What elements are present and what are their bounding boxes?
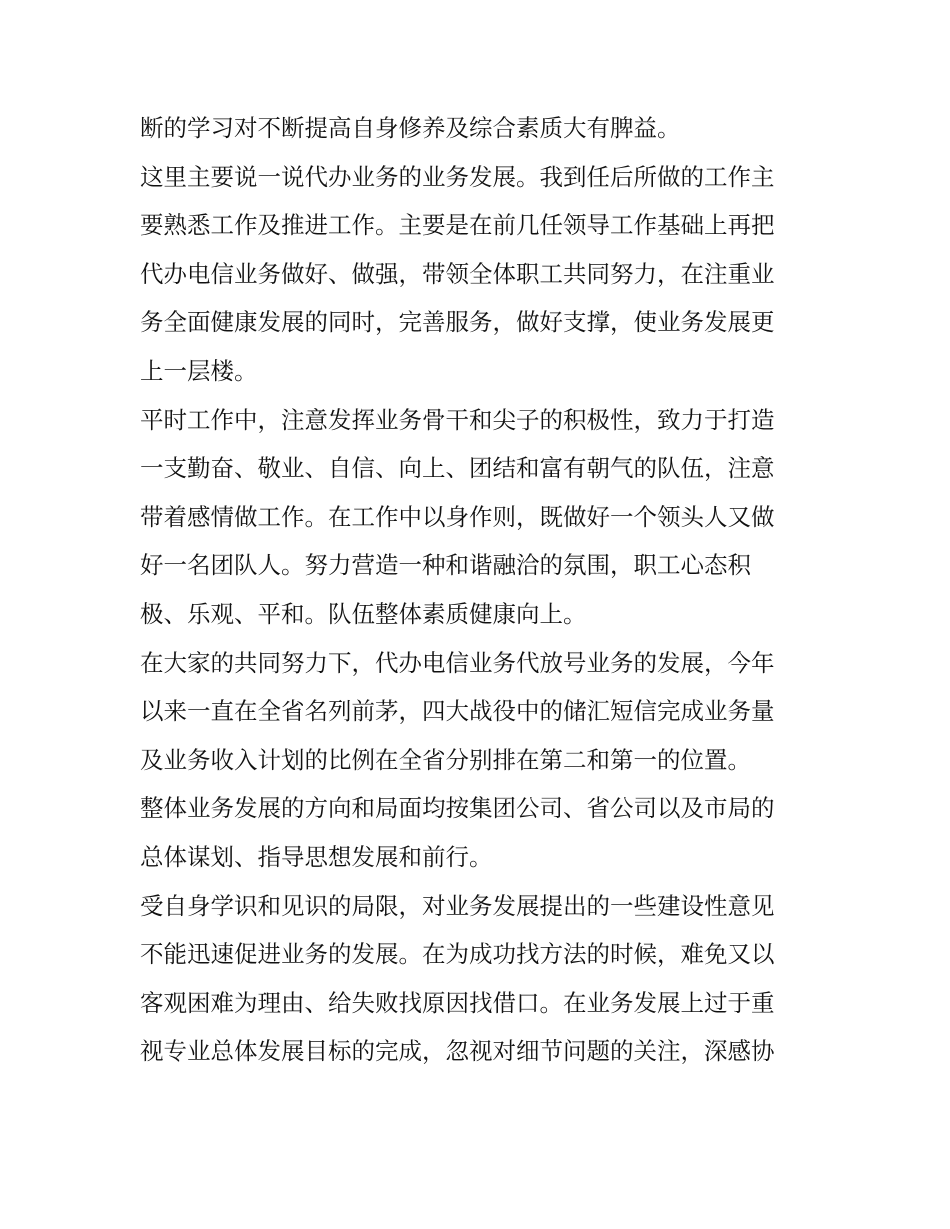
text-line: 受自身学识和见识的局限，对业务发展提出的一些建设性意见	[140, 891, 775, 920]
text-line: 在大家的共同努力下，代办电信业务代放号业务的发展，今年	[140, 648, 775, 677]
text-line: 一支勤奋、敬业、自信、向上、团结和富有朝气的队伍，注意	[140, 454, 775, 483]
text-line: 不能迅速促进业务的发展。在为成功找方法的时候，难免又以	[140, 940, 775, 969]
text-line: 带着感情做工作。在工作中以身作则，既做好一个领头人又做	[140, 502, 775, 531]
text-line: 代办电信业务做好、做强，带领全体职工共同努力，在注重业	[140, 259, 775, 288]
text-line: 整体业务发展的方向和局面均按集团公司、省公司以及市局的	[140, 794, 775, 823]
text-line: 务全面健康发展的同时，完善服务，做好支撑，使业务发展更	[140, 308, 775, 337]
text-line: 好一名团队人。努力营造一种和谐融洽的氛围，职工心态积	[140, 551, 751, 580]
text-line: 这里主要说一说代办业务的业务发展。我到任后所做的工作主	[140, 162, 775, 191]
text-line: 断的学习对不断提高自身修养及综合素质大有脾益。	[140, 114, 681, 142]
text-line: 视专业总体发展目标的完成，忽视对细节问题的关注，深感协	[140, 1037, 775, 1066]
text-line: 及业务收入计划的比例在全省分别排在第二和第一的位置。	[140, 745, 751, 774]
text-line: 要熟悉工作及推进工作。主要是在前几任领导工作基础上再把	[140, 211, 775, 240]
text-line: 极、乐观、平和。队伍整体素质健康向上。	[140, 599, 587, 628]
text-line: 客观困难为理由、给失败找原因找借口。在业务发展上过于重	[140, 988, 775, 1017]
text-line: 上一层楼。	[140, 356, 258, 385]
body-text	[140, 104, 820, 1076]
text-line: 总体谋划、指导思想发展和前行。	[140, 842, 493, 871]
text-line: 以来一直在全省名列前茅，四大战役中的储汇短信完成业务量	[140, 697, 775, 726]
text-line: 平时工作中，注意发挥业务骨干和尖子的积极性，致力于打造	[140, 405, 775, 434]
